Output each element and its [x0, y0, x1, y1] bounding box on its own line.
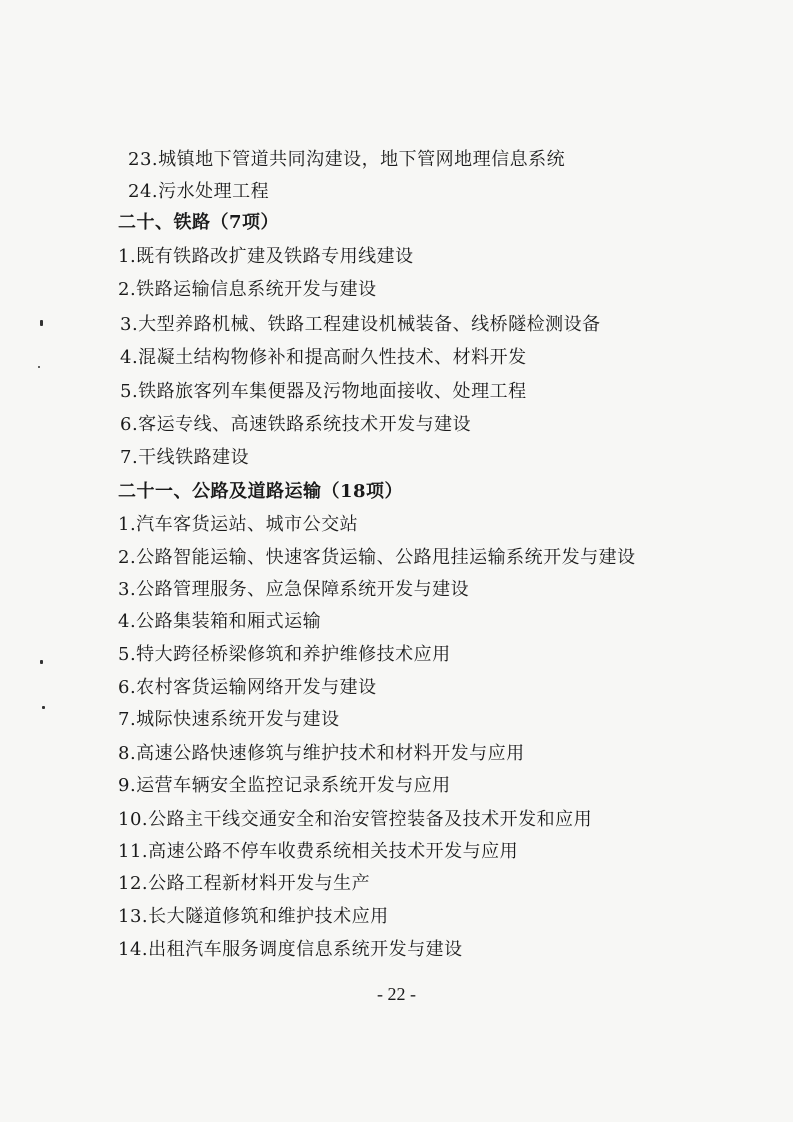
- list-item: 5.铁路旅客列车集便器及污物地面接收、处理工程: [120, 381, 527, 402]
- list-item: 9.运营车辆安全监控记录系统开发与应用: [118, 775, 451, 796]
- page-number: - 22 -: [377, 984, 416, 1004]
- list-item: 1.既有铁路改扩建及铁路专用线建设: [118, 246, 414, 267]
- list-item: 8.高速公路快速修筑与维护技术和材料开发与应用: [118, 743, 525, 764]
- list-item: 10.公路主干线交通安全和治安管控装备及技术开发和应用: [118, 809, 593, 830]
- list-item: 7.城际快速系统开发与建设: [118, 709, 340, 730]
- list-item: 4.混凝土结构物修补和提高耐久性技术、材料开发: [120, 347, 527, 368]
- list-item: 13.长大隧道修筑和维护技术应用: [118, 906, 389, 927]
- list-item: 7.干线铁路建设: [120, 447, 250, 468]
- list-item: 3.公路管理服务、应急保障系统开发与建设: [118, 579, 470, 600]
- list-item: 14.出租汽车服务调度信息系统开发与建设: [118, 939, 463, 960]
- list-item: 6.客运专线、高速铁路系统技术开发与建设: [120, 414, 472, 435]
- scan-speck: [40, 320, 43, 326]
- list-item: 1.汽车客货运站、城市公交站: [118, 514, 359, 535]
- list-item: 2.铁路运输信息系统开发与建设: [118, 279, 377, 300]
- list-item: 11.高速公路不停车收费系统相关技术开发与应用: [118, 841, 519, 862]
- list-item: 3.大型养路机械、铁路工程建设机械装备、线桥隧检测设备: [120, 314, 601, 335]
- section-heading: 二十一、公路及道路运输（18项）: [118, 481, 404, 502]
- list-item: 4.公路集装箱和厢式运输: [118, 611, 322, 632]
- list-item: 24.污水处理工程: [128, 181, 270, 202]
- scan-speck: [40, 660, 43, 664]
- list-item: 2.公路智能运输、快速客货运输、公路甩挂运输系统开发与建设: [118, 547, 636, 568]
- scan-speck: [42, 706, 45, 709]
- scan-speck: [38, 366, 40, 368]
- list-item: 12.公路工程新材料开发与生产: [118, 873, 371, 894]
- list-item: 23.城镇地下管道共同沟建设，地下管网地理信息系统: [128, 149, 566, 170]
- list-item: 6.农村客货运输网络开发与建设: [118, 677, 377, 698]
- section-heading: 二十、铁路（7项）: [118, 212, 280, 233]
- list-item: 5.特大跨径桥梁修筑和养护维修技术应用: [118, 644, 451, 665]
